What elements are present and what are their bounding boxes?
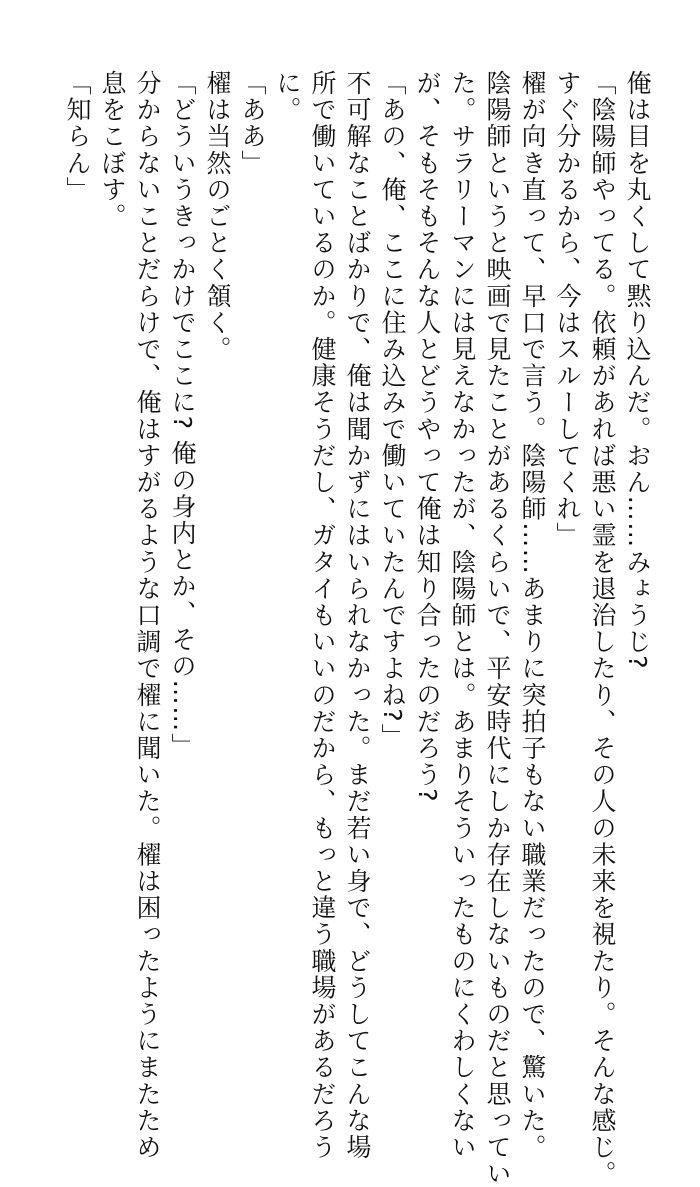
text-line: 「ああ」 (238, 70, 267, 177)
text-line: 不可解なことばかりで、俺は聞かずにはいられなかった。まだ若い身で、どうしてこんな場 (343, 70, 372, 1161)
text-line: が、そもそもそんな人とどうやって俺は知り合ったのだろう? (413, 70, 442, 804)
text-line: すぐ分かるから、今はスルーしてくれ」 (553, 70, 582, 549)
text-line: 櫂は当然のごとく頷く。 (203, 70, 232, 363)
text-line: 俺は目を丸くして黙り込んだ。おん……みょうじ? (623, 70, 652, 671)
text-line: 櫂が向き直って、早口で言う。陰陽師……あまりに突拍子もない職業だったので、驚いた。 (518, 70, 547, 1161)
text-line: 陰陽師というと映画で見たことがあるくらいで、平安時代にしか存在しないものだと思ってい (483, 70, 512, 1187)
text-line: 「知らん」 (63, 70, 92, 203)
text-line: 分からないことだらけで、俺はすがるような口調で櫂に聞いた。櫂は困ったようにまたため (133, 70, 162, 1161)
text-line: 「どういうきっかけでここに? 俺の身内とか、その……」 (168, 70, 197, 760)
text-line: 息をこぼす。 (98, 70, 127, 230)
text-line: 「陰陽師やってる。依頼があれば悪い霊を退治したり、その人の未来を視たり。そんな感じ。 (588, 70, 617, 1187)
text-line: に。 (273, 70, 302, 124)
text-line: 所で働いているのか。健康そうだし、ガタイもいいのだから、もっと違う職場があるだろう (308, 70, 337, 1161)
text-line: 「あの、俺、ここに住み込みで働いていたんですよね?」 (378, 70, 407, 750)
text-line: た。サラリーマンには見えなかったが、陰陽師とは。あまりそういったものにくわしくない (448, 70, 477, 1161)
